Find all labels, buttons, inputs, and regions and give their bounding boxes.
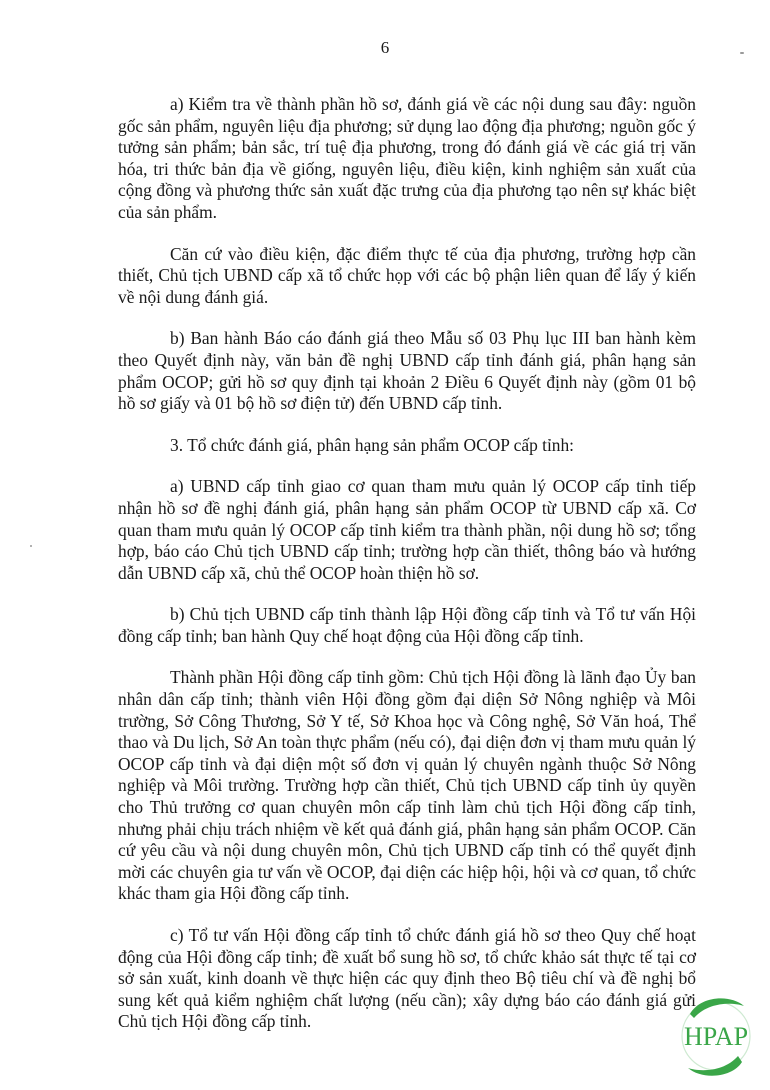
scan-mark bbox=[30, 545, 32, 547]
hpap-leaf-logo-icon bbox=[672, 990, 760, 1082]
scan-mark bbox=[740, 52, 744, 54]
paragraph-3c-advisory-group: c) Tổ tư vấn Hội đồng cấp tỉnh tổ chức đánh giá hồ sơ theo Quy chế hoạt động của Hội đồng cấp tỉnh; đề xuất bổ sung hồ sơ, tổ chức khảo sát thực tế tại cơ sở sản xuất, kinh doanh về thực hiện các quy định theo Bộ tiêu chí và đề nghị bổ sung kết quả kiểm nghiệm chất lượng (nếu cần); xây dựng báo cáo đánh giá gửi Chủ tịch Hội đồng cấp tỉnh. bbox=[118, 925, 696, 1032]
paragraph-council-composition: Thành phần Hội đồng cấp tỉnh gồm: Chủ tịch Hội đồng là lãnh đạo Ủy ban nhân dân cấp tỉnh; thành viên Hội đồng gồm đại diện Sở Nông nghiệp và Môi trường, Sở Công Thương, Sở Y tế, Sở Khoa học và Công nghệ, Sở Văn hoá, Thể thao và Du lịch, Sở An toàn thực phẩm (nếu có), đại diện đơn vị tham mưu quản lý OCOP cấp tỉnh và đại diện một số đơn vị quản lý chuyên ngành thuộc Sở Nông nghiệp và Môi trường. Trường hợp cần thiết, Chủ tịch UBND cấp tỉnh ủy quyền cho Thủ trưởng cơ quan chuyên môn cấp tỉnh làm chủ tịch Hội đồng cấp tỉnh, nhưng phải chịu trách nhiệm về kết quả đánh giá, phân hạng sản phẩm OCOP. Căn cứ yêu cầu và nội dung chuyên môn, Chủ tịch UBND cấp tỉnh có thể quyết định mời các chuyên gia tư vấn về OCOP, đại diện các hiệp hội, hội và cơ quan, tổ chức khác tham gia Hội đồng cấp tỉnh. bbox=[118, 667, 696, 904]
document-body bbox=[118, 94, 696, 1053]
paragraph-3a-receive-dossier: a) UBND cấp tỉnh giao cơ quan tham mưu quản lý OCOP cấp tỉnh tiếp nhận hồ sơ đề nghị đánh giá, phân hạng sản phẩm OCOP từ UBND cấp xã. Cơ quan tham mưu quản lý OCOP cấp tỉnh kiểm tra thành phần, nội dung hồ sơ; tổng hợp, báo cáo Chủ tịch UBND cấp tỉnh; trường hợp cần thiết, thông báo và hướng dẫn UBND cấp xã, chủ thể OCOP hoàn thiện hồ sơ. bbox=[118, 476, 696, 583]
page-number: 6 bbox=[380, 38, 390, 57]
paragraph-1a-check-dossier: a) Kiểm tra về thành phần hồ sơ, đánh giá về các nội dung sau đây: nguồn gốc sản phẩm, nguyên liệu địa phương; sử dụng lao động địa phương; nguồn gốc ý tưởng sản phẩm; bản sắc, trí tuệ địa phương, trong đó đánh giá về các giá trị văn hóa, tri thức bản địa về giống, nguyên liệu, điều kiện, kinh nghiệm sản xuất của cộng đồng và phương thức sản xuất đặc trưng của địa phương tạo nên sự khác biệt của sản phẩm. bbox=[118, 94, 696, 222]
logo-wordmark: HPAP bbox=[683, 1022, 749, 1051]
paragraph-3b-establish-council: b) Chủ tịch UBND cấp tỉnh thành lập Hội đồng cấp tỉnh và Tổ tư vấn Hội đồng cấp tỉnh; ban hành Quy chế hoạt động của Hội đồng cấp tỉnh. bbox=[118, 604, 696, 646]
paragraph-commune-meeting: Căn cứ vào điều kiện, đặc điểm thực tế của địa phương, trường hợp cần thiết, Chủ tịch UBND cấp xã tổ chức họp với các bộ phận liên quan để lấy ý kiến về nội dung đánh giá. bbox=[118, 243, 696, 307]
paragraph-1b-evaluation-report: b) Ban hành Báo cáo đánh giá theo Mẫu số 03 Phụ lục III ban hành kèm theo Quyết định này, văn bản đề nghị UBND cấp tỉnh đánh giá, phân hạng sản phẩm OCOP; gửi hồ sơ quy định tại khoản 2 Điều 6 Quyết định này (gồm 01 bộ hồ sơ giấy và 01 bộ hồ sơ điện tử) đến UBND cấp tỉnh. bbox=[118, 328, 696, 414]
section-heading-3: 3. Tổ chức đánh giá, phân hạng sản phẩm OCOP cấp tỉnh: bbox=[170, 434, 575, 455]
